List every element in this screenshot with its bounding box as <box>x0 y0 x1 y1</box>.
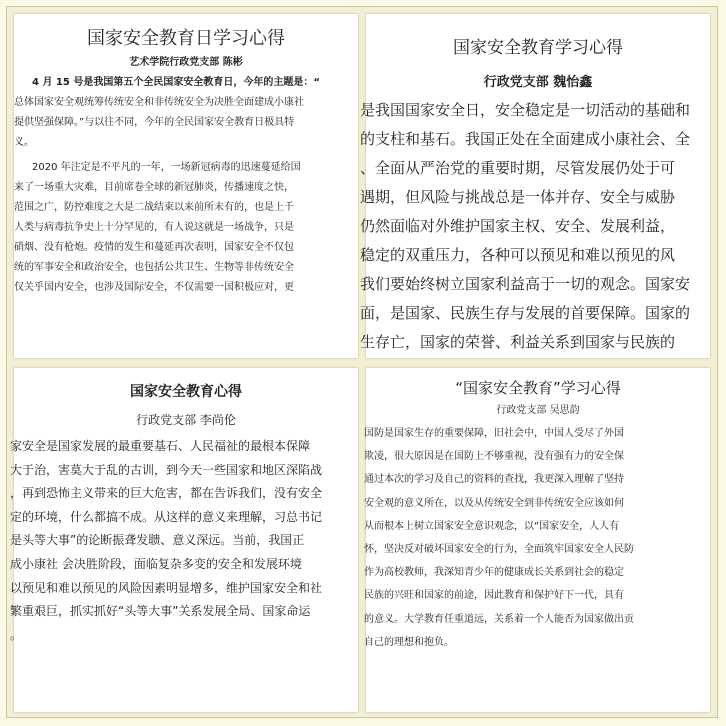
text-line: 欺凌，很大原因是在国防上不够重视，没有强有力的安全保 <box>364 451 624 463</box>
text-line: 义。 <box>14 137 34 148</box>
text-line: 仍然面临对外维护国家主权、安全、发展利益， <box>360 217 676 235</box>
text-line: 仅关乎国内安全，也涉及国际安全，不仅需要一国积极应对，更 <box>14 282 294 293</box>
text-line: ，再到恐怖主义带来的巨大危害，都在告诉我们，没有安全 <box>10 486 323 501</box>
text-line: 2020 年注定是不平凡的一年，一场新冠病毒的迅速蔓延给国 <box>32 162 301 173</box>
essay-body <box>360 96 710 357</box>
text-line: 通过本次的学习及自己的资料的查找，我更深入理解了坚持 <box>364 474 624 486</box>
text-line: 硝烟、没有枪炮。疫情的发生和蔓延再次表明，国家安全不仅包 <box>14 242 294 253</box>
essay-panel-1 <box>14 14 358 358</box>
essay-title: 国家安全教育心得 <box>130 384 242 400</box>
text-line: 从而根本上树立国家安全意识观念，以“国家安全，人人有 <box>364 520 620 532</box>
text-line: 是我国国家安全日，安全稳定是一切活动的基础和 <box>360 101 691 119</box>
essay-title: 国家安全教育学习心得 <box>453 38 623 58</box>
text-line: 生存亡，国家的荣誉、利益关系到国家与民族的 <box>360 333 676 351</box>
text-line: 来了一场重大灾难，目前席卷全球的新冠肺炎，传播速度之快， <box>14 182 294 193</box>
text-line: 面，是国家、民族生存与发展的首要保障。国家的 <box>360 304 691 322</box>
text-line: 的意义。大学教育任重道远，关系着一个人能否为国家做出贡 <box>364 613 634 625</box>
text-line: 繁重艰巨，抓实抓好“头等大事”关系发展全局、国家命运 <box>10 604 311 619</box>
text-line: 我们要始终树立国家利益高于一切的观念。国家安 <box>360 275 691 293</box>
text-line: 大于治，害莫大于乱的古训，到今天一些国家和地区深陷战 <box>10 462 323 477</box>
essay-author: 行政党支部 吴思韵 <box>496 405 580 416</box>
text-line: 安全观的意义所在，以及从传统安全到非传统安全应该如何 <box>364 497 624 509</box>
essay-author: 行政党支部 李尚伦 <box>136 413 236 427</box>
text-line: 定的环境，什么都搞不成。从这样的意义来理解，习总书记 <box>10 509 323 524</box>
text-line: 以预见和难以预见的风险因素明显增多，维护国家安全和社 <box>10 580 323 595</box>
text-line: 怀，坚决反对破坏国家安全的行为，全面筑牢国家安全人民防 <box>364 544 634 556</box>
text-line: 范围之广，防控难度之大是二战结束以来前所未有的，也是上千 <box>14 202 294 213</box>
text-line: 统的军事安全和政治安全，也包括公共卫生、生物等非传统安全 <box>14 262 294 273</box>
text-line: 4 月 15 号是我国第五个全民国家安全教育日，今年的主题是：“ <box>32 77 320 88</box>
essay-panel-2 <box>360 14 710 358</box>
essay-author: 艺术学院行政党支部 陈彬 <box>129 57 243 68</box>
text-line: 成小康社 会决胜阶段，面临复杂多变的安全和发展环境 <box>10 556 302 571</box>
text-line: 作为高校教师，我深知青少年的健康成长关系到社会的稳定 <box>364 567 624 579</box>
text-line: 的支柱和基石。我国正处在全面建成小康社会、全 <box>360 130 691 148</box>
essay-title: “国家安全教育”学习心得 <box>455 379 621 397</box>
essay-author: 行政党支部 魏怡鑫 <box>483 75 593 90</box>
text-line: 民族的兴旺和国家的前途，因此教育和保护好下一代，具有 <box>364 590 624 602</box>
text-line: 遇期，但风险与挑战总是一体并存、安全与威胁 <box>360 188 676 206</box>
essay-body <box>10 435 358 647</box>
essay-body <box>14 73 358 298</box>
text-line: 自己的理想和抱负。 <box>364 636 454 648</box>
text-line: 人类与病毒抗争史上十分罕见的，有人说这就是一场战争，只是 <box>14 222 294 233</box>
text-line: 提供坚强保障。”与以往不同，今年的全民国家安全教育日极具特 <box>14 117 295 128</box>
essay-title: 国家安全教育日学习心得 <box>87 28 285 49</box>
text-line: 稳定的双重压力，各种可以预见和难以预见的风 <box>360 246 676 264</box>
text-line: 国防是国家生存的重要保障，旧社会中，中国人受尽了外国 <box>364 428 624 439</box>
text-line: 、全面从严治党的重要时期，尽管发展仍处于可 <box>360 159 676 177</box>
essay-panel-3 <box>10 368 358 712</box>
essay-body <box>366 422 710 654</box>
text-line: 家安全是国家发展的最重要基石、人民福祉的最根本保障 <box>10 439 311 453</box>
essay-panel-4 <box>366 368 710 712</box>
text-line: 。 <box>10 627 23 642</box>
text-line: 总体国家安全观统筹传统安全和非传统安全为决胜全面建成小康社 <box>14 97 304 108</box>
text-line: 是头等大事”的论断振聋发聩、意义深远。当前，我国正 <box>10 533 305 548</box>
